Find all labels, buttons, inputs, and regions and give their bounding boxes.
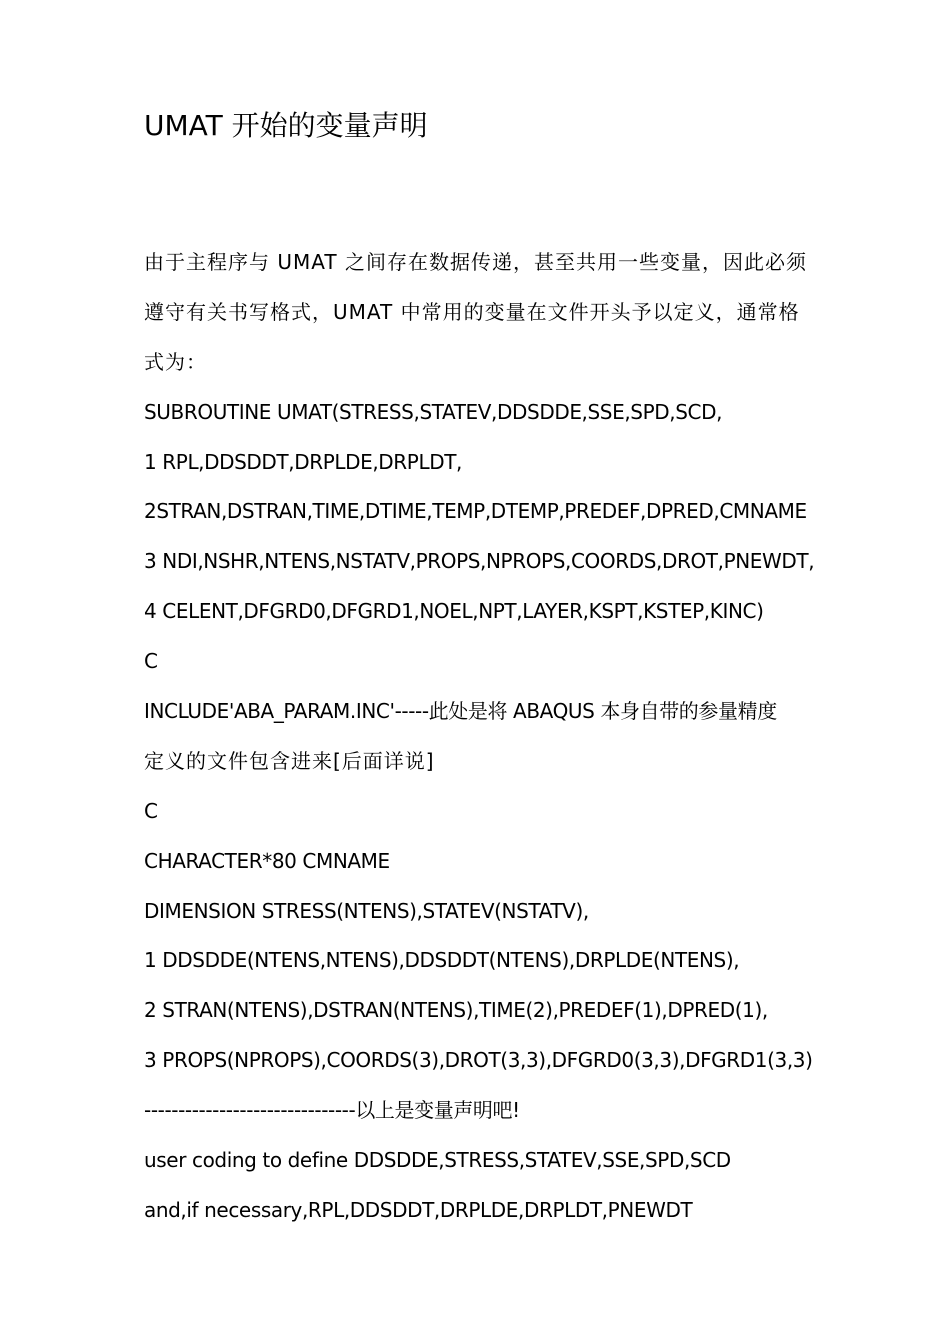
body-line-1: 由于主程序与 UMAT 之间存在数据传递，甚至共用一些变量，因此必须 [144, 250, 807, 274]
code-line-continuation-3: 3 NDI,NSHR,NTENS,NSTATV,PROPS,NPROPS,COORDS,DROT,PNEWDT, [144, 549, 815, 574]
code-line-continuation-4: 4 CELENT,DFGRD0,DFGRD1,NOEL,NPT,LAYER,KSPT,KSTEP,KINC) [144, 599, 764, 624]
code-line-dimension: DIMENSION STRESS(NTENS),STATEV(NSTATV), [144, 898, 589, 923]
code-line-user-coding: user coding to define DDSDDE,STRESS,STATEV,SSE,SPD,SCD [144, 1148, 731, 1173]
code-line-dimension-3: 3 PROPS(NPROPS),COORDS(3),DROT(3,3),DFGRD0(3,3),DFGRD1(3,3) [144, 1048, 813, 1073]
body-line-2: 遵守有关书写格式，UMAT 中常用的变量在文件开头予以定义，通常格 [144, 299, 800, 324]
code-line-include: INCLUDE'ABA_PARAM.INC'-----此处是将 ABAQUS 本身自带的参量精度 [144, 699, 777, 724]
body-line-3: 式为： [144, 349, 207, 374]
document-body [144, 242, 824, 1240]
code-line-subroutine: SUBROUTINE UMAT(STRESS,STATEV,DDSDDE,SSE,SPD,SCD, [144, 399, 723, 424]
separator-line-note: -------------------------------以上是变量声明吧! [144, 1098, 520, 1123]
body-line-include-note: 定义的文件包含进来[后面详说] [144, 748, 435, 773]
page-title: UMAT 开始的变量声明 [144, 109, 428, 142]
code-line-dimension-2: 2 STRAN(NTENS),DSTRAN(NTENS),TIME(2),PREDEF(1),DPRED(1), [144, 998, 768, 1023]
code-line-continuation-2: 2STRAN,DSTRAN,TIME,DTIME,TEMP,DTEMP,PREDEF,DPRED,CMNAME [144, 499, 807, 524]
code-line-continuation-1: 1 RPL,DDSDDT,DRPLDE,DRPLDT, [144, 449, 462, 474]
code-line-character: CHARACTER*80 CMNAME [144, 848, 390, 873]
code-line-comment-c-1: C [144, 649, 158, 674]
code-line-if-necessary: and,if necessary,RPL,DDSDDT,DRPLDE,DRPLDT,PNEWDT [144, 1197, 693, 1222]
code-line-comment-c-2: C [144, 798, 158, 823]
code-line-dimension-1: 1 DDSDDE(NTENS,NTENS),DDSDDT(NTENS),DRPLDE(NTENS), [144, 948, 740, 973]
